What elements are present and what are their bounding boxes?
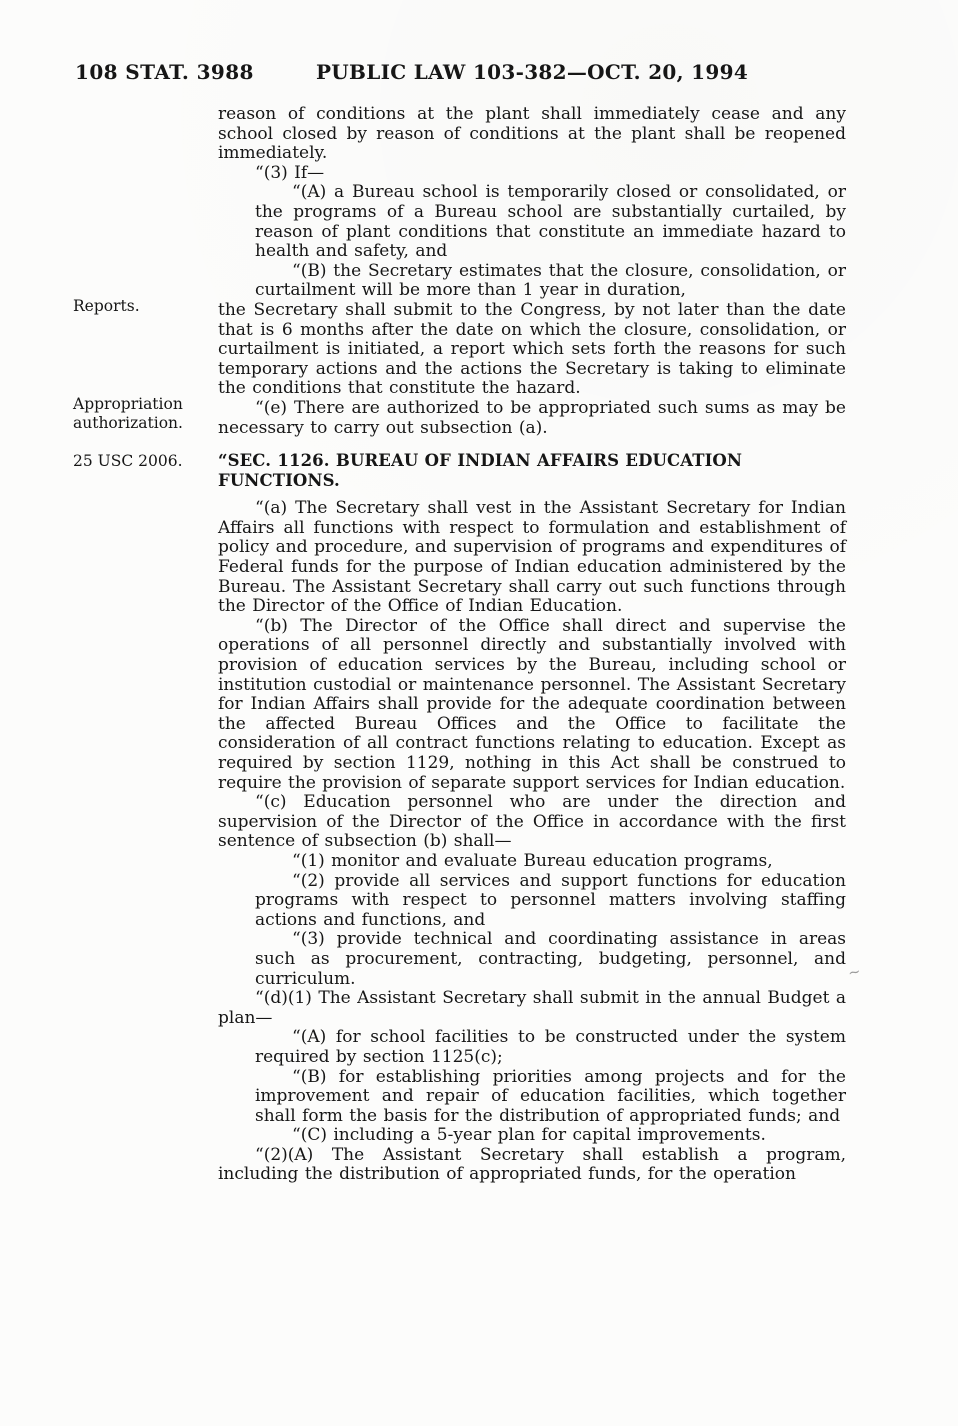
paragraph-clause-dA: “(A) for school facilities to be constructed under the system required by section 1125(c); — [255, 1027, 846, 1067]
law-title: PUBLIC LAW 103-382—OCT. 20, 1994 — [315, 60, 749, 84]
scan-artifact-mark: ~ — [846, 961, 863, 983]
paragraph-clause-c3: “(3) provide technical and coordinating assistance in areas such as procurement, contracting, budgeting, personnel, and curriculum. — [255, 929, 846, 989]
paragraph-clause-dC: “(C) including a 5-year plan for capital improvements. — [292, 1125, 766, 1146]
paragraph-subsection-d1: “(d)(1) The Assistant Secretary shall submit in the annual Budget a plan— — [218, 988, 846, 1028]
paragraph-subsection-b: “(b) The Director of the Office shall direct and supervise the operations of all personnel directly and substantially involved with provision of education services by the Bureau, including school or institution custodial or maintenance personnel. The Assistant Secretary for Indian Affairs shall provide for the adequate coordination between the affected Bureau Offices and the Office to facilitate the consideration of all contract functions relating to education. Except as required by section 1129, nothing in this Act shall be construed to require the provision of separate support services for Indian education. — [218, 615, 846, 793]
paragraph-clause-dB: “(B) for establishing priorities among projects and for the improvement and repair of education facilities, which together shall form the basis for the distribution of appropriated funds; and — [255, 1066, 846, 1126]
paragraph-continuation: reason of conditions at the plant shall immediately cease and any school closed by reason of conditions at the plant shall be reopened immediately. — [218, 104, 846, 164]
paragraph-clause-3: “(3) If— — [255, 162, 325, 183]
section-heading-sec-1126: “SEC. 1126. BUREAU OF INDIAN AFFAIRS EDUCATION FUNCTIONS. — [218, 451, 743, 490]
paragraph-clause-3A: “(A) a Bureau school is temporarily closed or consolidated, or the programs of a Bureau school are substantially curtailed, by reason of plant conditions that constitute an immediate hazard to health and safety, and — [255, 182, 846, 262]
paragraph-clause-d2A: “(2)(A) The Assistant Secretary shall establish a program, including the distribution of appropriated funds, for the operation — [218, 1144, 846, 1185]
stat-citation: 108 STAT. 3988 — [75, 60, 254, 84]
paragraph-subsection-c: “(c) Education personnel who are under the direction and supervision of the Director of the Office in accordance with the first sentence of subsection (b) shall— — [218, 792, 846, 852]
margin-note-appropriation-authorization: Appropriation authorization. — [73, 395, 183, 432]
margin-note-usc-citation: 25 USC 2006. — [73, 452, 183, 470]
statute-body-text — [218, 105, 846, 1185]
paragraph-clause-3B: “(B) the Secretary estimates that the closure, consolidation, or curtailment will be more than 1 year in duration, — [255, 260, 846, 301]
margin-note-reports: Reports. — [73, 297, 140, 315]
paragraph-clause-c2: “(2) provide all services and support functions for education programs with respect to personnel matters involving staffing actions and functions, and — [255, 870, 846, 930]
paragraph-subsection-a: “(a) The Secretary shall vest in the Assistant Secretary for Indian Affairs all functions with respect to formulation and establishment of policy and procedure, and supervision of programs and expenditures of Federal funds for the purpose of Indian education administered by the Bureau. The Assistant Secretary shall carry out such functions through the Director of the Office of Indian Education. — [218, 498, 846, 617]
paragraph-clause-c1: “(1) monitor and evaluate Bureau education programs, — [292, 850, 773, 871]
paragraph-subsection-e: “(e) There are authorized to be appropriated such sums as may be necessary to carry out subsection (a). — [218, 397, 846, 438]
paragraph-clause-3-tail: the Secretary shall submit to the Congress, by not later than the date that is 6 months after the date on which the closure, consolidation, or curtailment is initiated, a report which sets forth the reasons for such temporary actions and the actions the Secretary is taking to eliminate the conditions that constitute the hazard. — [218, 299, 846, 399]
